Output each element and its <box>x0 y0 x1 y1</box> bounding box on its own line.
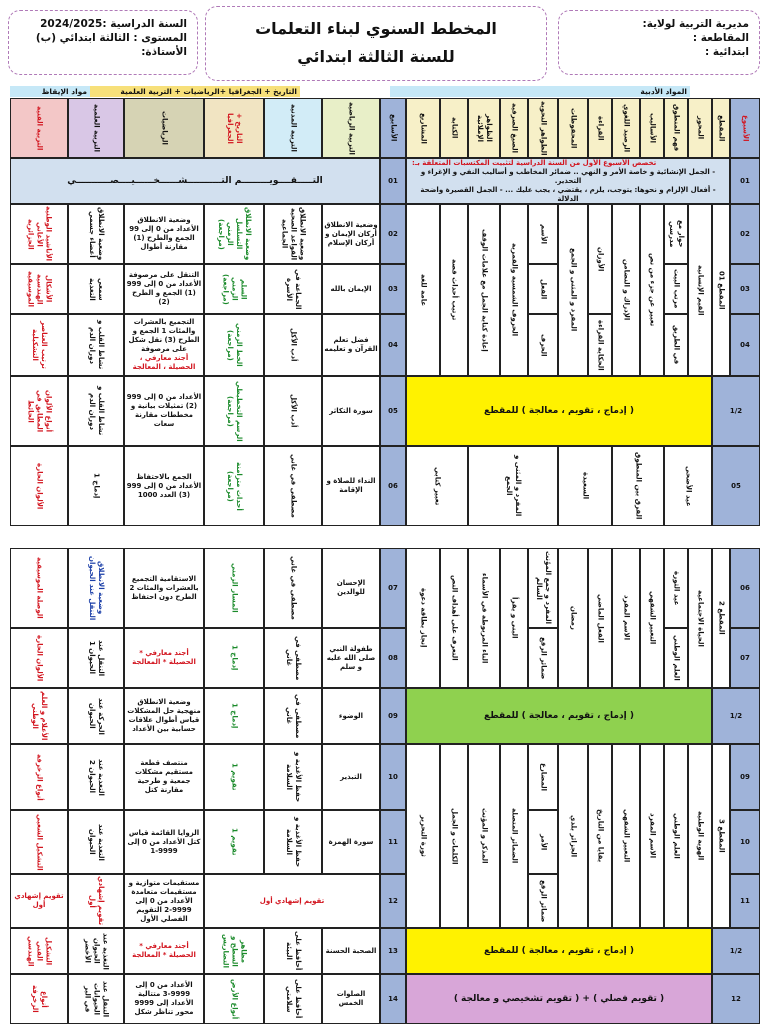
math-cell: الأعداد من 0 إلى 9999-3 متتالية الأعداد إلى 9999 محور تناظر شكل <box>124 974 204 1024</box>
style-cell: تعبير عن جزء من نص <box>640 204 664 376</box>
science-cell: التنقل عند الحيوانات في البر <box>68 974 124 1024</box>
week-left-05: 05 <box>380 376 406 446</box>
week-left-08: 08 <box>380 628 406 688</box>
conjugation-cell: الحروف الشمسية والقمرية <box>500 204 528 376</box>
week-left-03: 03 <box>380 264 406 314</box>
history-cell: الرسم التخطيطي (مراجعة) <box>204 376 264 446</box>
phonetic-cell: الفرق بين المنطوق <box>612 446 664 526</box>
civic-cell: حفظ الأغذية و السلامة <box>264 810 322 874</box>
group-arabic: المواد الأدبية <box>390 86 690 97</box>
theme-cell: الهوية الوطنية <box>688 744 712 928</box>
col-history: التاريخ + الجغرافيا <box>204 98 264 158</box>
intro-note <box>406 158 730 204</box>
civic-cell: أحافظ على البيئة <box>264 928 322 974</box>
integration-banner: ( إدماج ، تقويم ، معالجة ) للمقطع <box>406 376 712 446</box>
science-cell: إدماج 1 <box>68 446 124 526</box>
sport-cell: سورة التكاثر <box>322 376 380 446</box>
reading-cell: الحكاية القراءة <box>588 314 612 376</box>
science-cell: التغذية عند الحيوان <box>68 810 124 874</box>
title-box <box>205 6 547 81</box>
science-cell: التغذية عند الحيوان 2 <box>68 744 124 810</box>
school: ابتدائية : <box>705 46 749 58</box>
week-left-14: 14 <box>380 974 406 1024</box>
grammar-cell: ضمائر الرفع <box>528 628 558 688</box>
col-science: التربية العلمية <box>68 98 124 158</box>
teacher: الأستاذة: <box>141 46 187 58</box>
comprehension-cell: عيد الأضحى <box>664 446 712 526</box>
week-right-01: 01 <box>730 158 760 204</box>
math-cell: التنقل على مرصوفة الأعداد من 0 إلى 999 (1) الجمع و الطرح (2) <box>124 264 204 314</box>
district: المقاطعة : <box>692 32 749 44</box>
sport-cell: التبذير <box>322 744 380 810</box>
grammar-cell: الأمر <box>528 810 558 874</box>
page-title: المخطط السنوي لبناء التعلمات <box>255 19 497 38</box>
history-cell: الخط الزمني (مراجعة) <box>204 314 264 376</box>
writing-cell: الكلمات و الجمل <box>440 744 468 928</box>
art-cell: أنواع الألوان المطابق في الحائط <box>10 376 68 446</box>
col-segment: المقطع <box>712 98 730 158</box>
science-cell: تقويم إشهادي أول <box>68 874 124 928</box>
col-art: التربية الفنية <box>10 98 68 158</box>
sport-cell: وضعية الانطلاق أركان الإيمان و أركان الإسلام <box>322 204 380 264</box>
week-left-06: 06 <box>380 446 406 526</box>
week-right-04: 04 <box>730 314 760 376</box>
writing-cell: التعرف على أهداف النص <box>440 548 468 688</box>
col-style: الأساليب <box>640 98 664 158</box>
integration-banner: ( إدماج ، تقويم ، معالجة ) للمقطع <box>406 688 712 744</box>
math-cell: وضعية الانطلاق الأعداد من 0 إلى 99 الجمع والطرح (1) مقارنة أطوال <box>124 204 204 264</box>
grammar-cell: المضارع <box>528 744 558 810</box>
week-right-12: 12 <box>712 974 760 1024</box>
week-left-12: 12 <box>380 874 406 928</box>
week-left-10: 10 <box>380 744 406 810</box>
history-cell: أنواع الأرض <box>204 974 264 1024</box>
plan-sheet-2 <box>10 548 760 1024</box>
history-cell: تقويم 1 <box>204 810 264 874</box>
intro-line-1: - الجمل الإنشائية و خاصة الأمر و النهي .. ضمائر المخاطب و أساليب النفي و الإغراء و التحذير. <box>420 167 716 185</box>
history-cell: السلم الزمني (مراجعة) <box>204 264 264 314</box>
grammar-cell: المفرد و جمع المؤنث السالم <box>528 548 558 628</box>
week-right-05: 05 <box>712 446 760 526</box>
week-left-02: 02 <box>380 204 406 264</box>
dictation-cell: إعادة كتابة الجمل مع علامات الوقف <box>468 204 500 376</box>
week-left-04: 04 <box>380 314 406 376</box>
comprehension-cell: عيد الثورة <box>664 548 688 628</box>
week-right-half: 1/2 <box>712 376 760 446</box>
grammar-cell: الحرف <box>528 314 558 376</box>
grammar-cell: الأسم <box>528 204 558 264</box>
col-grammar: الظواهر النحوية <box>528 98 558 158</box>
letters-cell: المفرد و المثنى و الجمع <box>558 204 588 376</box>
col-reading: القراءة <box>588 98 612 158</box>
sport-cell: الصلوات الخمس <box>322 974 380 1024</box>
science-cell: نشاط القلب و دوران الدم <box>68 314 124 376</box>
art-cell: الوصلة الموسيقية <box>10 548 68 628</box>
science-cell: نشاط القلب و دوران الدم <box>68 376 124 446</box>
phonetic-cell: الإدراك و النضامن <box>612 204 640 376</box>
math-cell: أجند معارفي * الحصيلة * المعالجة <box>124 628 204 688</box>
science-cell: الحركة عند الحيوان <box>68 688 124 744</box>
art-cell: الأشكال الهندسية الموسيقية <box>10 264 68 314</box>
col-weeks-left: الأسابيع <box>380 98 406 158</box>
week-right-half: 1/2 <box>712 928 760 974</box>
reading-cell: بقايا من التاريخ <box>588 744 612 928</box>
col-weeks-right: الأسبوع <box>730 98 760 158</box>
style-cell: التعبير الشفهي <box>640 548 664 688</box>
math-cell: الجمع بالاحتفاظ الأعداد من 0 إلى 999 (3) العدد 1000 <box>124 446 204 526</box>
col-sport: التربية الرياضية <box>322 98 380 158</box>
dictation-cell: الناء المربوطة في الأسماء <box>468 548 500 688</box>
projects-cell: عامة للغة <box>406 204 440 376</box>
diagnostic-banner: التـــــقــــويـــــــــم التـــــــــــشــــــخــــــيــــصـــــــــــي <box>10 158 380 204</box>
col-conjugation: الصيغ الصرفية <box>500 98 528 158</box>
week-left-01: 01 <box>380 158 406 204</box>
art-cell: تقويم إشهادي أول <box>10 874 68 928</box>
week-left-07: 07 <box>380 548 406 628</box>
week-right-02: 02 <box>730 204 760 264</box>
page-subtitle: للسنة الثالثة ابتدائي <box>297 47 455 66</box>
math-cell: وضعية الانطلاق منهجية حل المشكلات قياس أطوال علاقات حسابية بين الأعداد <box>124 688 204 744</box>
civic-cell: مصطفى في غاني <box>264 446 322 526</box>
col-writing: الكتابة <box>440 98 468 158</box>
comprehension-cell: العلم الوطني <box>664 744 688 928</box>
civic-cell: وضعية الانطلاق القواعد الصحية الجماعية <box>264 204 322 264</box>
intro-line-2: - أفعال الإلزام و نحوها: يتوجب، يلزم ، يقتضي ، يجب عليك ... - الجمل القصيرة واضحة الدلالة <box>420 185 716 203</box>
math-cell: الاستقامية التجميع بالعشرات والمئات 2 الطرح دون احتفاظ <box>124 548 204 628</box>
week-right-half: 1/2 <box>712 688 760 744</box>
week-left-11: 11 <box>380 810 406 874</box>
segment-cell: المقطع 3 <box>712 744 730 928</box>
history-cell: وضعية الانطلاق التسلسل الزمني (مراجعة) <box>204 204 264 264</box>
sport-cell: الإيمان بالله <box>322 264 380 314</box>
math-cell: الزوايا القائمة قياس كتل الأعداد من 0 إلى 9999-1 <box>124 810 204 874</box>
grammar-cell: ضمائر الرفع <box>528 874 558 928</box>
math-cell: أجند معارفي * الحصيلة * المعالجة <box>124 928 204 974</box>
col-projects: المشاريع <box>406 98 440 158</box>
math-review: أجند معارفي ، الحصيلة ، المعالجة <box>132 354 196 371</box>
week-right-07: 07 <box>730 628 760 688</box>
conjugation-cell: البنى و يقرأ <box>500 548 528 688</box>
first-term-eval: تقويم إشهادي أول <box>204 874 380 928</box>
history-cell: إدماج 1 <box>204 688 264 744</box>
art-cell: الألوان الحارة <box>10 628 68 688</box>
history-cell: أحداث متزامنة (مراجعة) <box>204 446 264 526</box>
integration-banner: ( إدماج ، تقويم ، معالجة ) للمقطع <box>406 928 712 974</box>
week-right-11: 11 <box>730 874 760 928</box>
col-letters: المحفوظات <box>558 98 588 158</box>
reading-cell: السعيدة <box>558 446 612 526</box>
art-cell: التشكيل الفني الهندسي <box>10 928 68 974</box>
history-cell: مظاهر السطح و التضاريس <box>204 928 264 974</box>
phonetic-cell: التعبير الشفهي <box>612 744 640 928</box>
dictation-cell: المذكر و المؤنث <box>468 744 500 928</box>
sport-cell: فضل تعلم القرآن و تعليمه <box>322 314 380 376</box>
sport-cell: الإحسان للوالدين <box>322 548 380 628</box>
level: المستوى : الثالثة ابتدائي (ب) <box>35 32 187 44</box>
civic-cell: مصطفى في غاني <box>264 688 322 744</box>
col-dictation: الظواهر الإملائية <box>468 98 500 158</box>
comprehension-cell: العلم الوطني <box>664 628 688 688</box>
col-phonetic: الرصيد اللغوي <box>612 98 640 158</box>
letters-cell: رمضان <box>558 548 588 688</box>
civic-cell: مصطفى في غاني <box>264 548 322 628</box>
segment-cell: المقطع 2 <box>712 548 730 688</box>
comprehension-cell: حوار مع مدرسي <box>664 204 688 264</box>
math-cell <box>124 314 204 376</box>
reading-cell: الأوزان <box>588 204 612 314</box>
art-cell: الأناشيد الوطنية الأغاني الجزائرية <box>10 204 68 264</box>
civic-cell: الجماعة في الأسرة <box>264 264 322 314</box>
col-civic: التربية المدنية <box>264 98 322 158</box>
grammar-cell: الفعل <box>528 264 558 314</box>
math-cell: مستقيمات متوازية و مستقيمات متعامدة الأعداد من 0 إلى 9999-2 التقويم الفصلي الأول <box>124 874 204 928</box>
col-theme: المحور <box>688 98 712 158</box>
theme-cell: القيم الإنسانية <box>688 204 712 376</box>
art-cell: أنواع الزخرفة <box>10 974 68 1024</box>
art-cell: الأعلام و العلم الوطني <box>10 688 68 744</box>
history-cell: تقويم 1 <box>204 744 264 810</box>
sport-cell: سورة الهمزة <box>322 810 380 874</box>
grammar-cell: المفرد و المثنى و الجمع <box>468 446 558 526</box>
comprehension-cell: مرتب البيت <box>664 264 688 314</box>
art-cell: التشكيل الشعبي <box>10 810 68 874</box>
intro-title: تخصص الأسبوع الأول من السنة الدراسية لتثبيت المكتسبات المتعلقة بـ: <box>412 158 657 167</box>
sport-cell: النداء للصلاة و الإقامة <box>322 446 380 526</box>
civic-cell: حفظ الأغذية و السلامة <box>264 744 322 810</box>
style-cell: الاسم المفرد <box>640 744 664 928</box>
comprehension-cell: في الطريق <box>664 314 688 376</box>
math-cell: الأعداد من 0 إلى 999 (2) تمثيلات بيانية و مخططات مقارنة سعات <box>124 376 204 446</box>
art-cell: الألوان الحارة <box>10 446 68 526</box>
art-cell: أنواع الزخرفة <box>10 744 68 810</box>
projects-cell: تعبير كتابي <box>406 446 468 526</box>
history-cell: إدماج 1 <box>204 628 264 688</box>
week-right-10: 10 <box>730 810 760 874</box>
directorate: مديرية التربية لولاية: <box>642 18 749 30</box>
art-cell: ترتيب العناصر التشكيلية <box>10 314 68 376</box>
civic-cell: أدب الأكل <box>264 314 322 376</box>
science-cell: وضعية الانطلاق التنقل عند الحيوان <box>68 548 124 628</box>
science-cell: وضعية الانطلاق أعضاء جسمي <box>68 204 124 264</box>
group-awakening: مواد الإيقاظ <box>10 86 90 97</box>
civic-cell: أحافظ على سلامتي <box>264 974 322 1024</box>
col-comprehension: فهم المنطوق <box>664 98 688 158</box>
plan-sheet-1 <box>10 86 760 526</box>
projects-cell: ثورة التحرير <box>406 744 440 928</box>
science-cell: التنقل عند الحيوان 1 <box>68 628 124 688</box>
history-cell: المسار الزمني <box>204 548 264 628</box>
math-cell: منتصف قطعة مستقيم مشكلات جمعية و طرحية مقارنة كتل <box>124 744 204 810</box>
week-left-13: 13 <box>380 928 406 974</box>
theme-cell: الحياة الاجتماعية <box>688 548 712 688</box>
sport-cell: طفولة النبي صلى الله عليه و سلم <box>322 628 380 688</box>
sport-cell: الصحبة الحسنة <box>322 928 380 974</box>
school-year-box <box>8 10 198 75</box>
term-eval-banner: ( تقويم فصلي ) + ( تقويم تشخيصي و معالجة ) <box>406 974 712 1024</box>
civic-cell: أدب الأكل <box>264 376 322 446</box>
conjugation-cell: الضمائر المتصلة <box>500 744 528 928</box>
week-right-03: 03 <box>730 264 760 314</box>
science-cell: التغذية عند الحيوان الأخضر <box>68 928 124 974</box>
week-left-09: 09 <box>380 688 406 744</box>
math-text: التجميع بالعشرات والمئات 1 الجمع و الطرح (3) نقل شكل على مرصوفة <box>128 318 200 353</box>
school-year: السنة الدراسية :2024/2025 <box>40 18 187 30</box>
letters-cell: الجزائر بلدي <box>558 744 588 928</box>
phonetic-cell: الاسم المفرد <box>612 548 640 688</box>
group-science: التاريخ + الجغرافيا +الرياضيات + التربية العلمية <box>90 86 300 97</box>
directorate-box <box>558 10 760 75</box>
writing-cell: ترتيب أحداث قصة <box>440 204 468 376</box>
science-cell: سمعي التغذية <box>68 264 124 314</box>
week-right-09: 09 <box>730 744 760 810</box>
week-right-06: 06 <box>730 548 760 628</box>
segment-cell: المقطع 01 <box>712 204 730 376</box>
projects-cell: إنجاز بطاقة دعوة <box>406 548 440 688</box>
sport-cell: الوضوء <box>322 688 380 744</box>
col-math: الرياضيات <box>124 98 204 158</box>
reading-cell: الفعل الماضي <box>588 548 612 688</box>
civic-cell: مصطفى في غاني <box>264 628 322 688</box>
